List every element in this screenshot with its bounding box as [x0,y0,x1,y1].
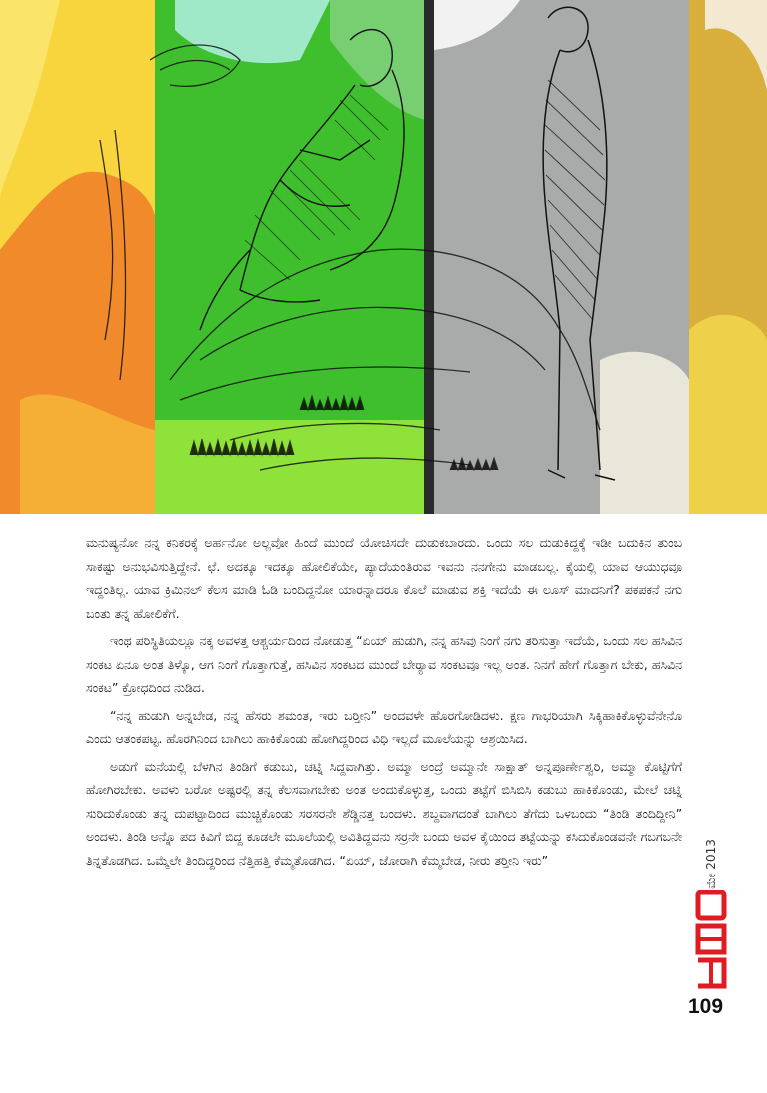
paragraph: ಮನುಷ್ಯನೋ ನನ್ನ ಕನಿಕರಕ್ಕೆ ಅರ್ಹನೋ ಅಲ್ಲವೋ ಹಿಂದೆ ಮುಂದೆ ಯೋಚಿಸದೇ ದುಡುಕಬಾರದು. ಒಂದು ಸಲ ದುಡುಕಿದ್ದಕ್ಕೆ ಇಡೀ ಬದುಕಿನ ತುಂಬ ಸಾಕಷ್ಟು ಅನುಭವಿಸುತ್ತಿದ್ದೇನೆ. ಛೆ. ಅದಕ್ಕೂ ಇದಕ್ಕೂ ಹೋಲಿಕೆಯೇ, ಪ್ಯಾದೆಯಂತಿರುವ ಇವನು ನನಗೇನು ಮಾಡಬಲ್ಲ. ಕೈಯಲ್ಲಿ ಯಾವ ಆಯುಧವೂ ಇದ್ದಂತಿಲ್ಲ. ಯಾವ ಕ್ರಿಮಿನಲ್ ಕೆಲಸ ಮಾಡಿ ಓಡಿ ಬಂದಿದ್ದನೋ ಯಾರನ್ನಾದರೂ ಕೊಲೆ ಮಾಡುವ ಶಕ್ತಿ ಇದೆಯೆ ಈ ಲೂಸ್ ಮಾದನಿಗೆ? ಪಕಪಕನೆ ನಗು ಬಂತು ತನ್ನ ಹೋಲಿಕೆಗೆ. [86,535,682,621]
paragraph: ಇಂಥ ಪರಿಸ್ಥಿತಿಯಲ್ಲೂ ನಕ್ಕ ಅವಳತ್ತ ಆಶ್ಚರ್ಯದಿಂದ ನೋಡುತ್ತ “ಏಯ್ ಹುಡುಗಿ, ನನ್ನ ಹಸಿವು ನಿಂಗೆ ನಗು ತರಿಸುತ್ತಾ ಇದೆಯೆ, ಒಂದು ಸಲ ಹಸಿವಿನ ಸಂಕಟ ಏನೂ ಅಂತ ತಿಳ್ಕೊ, ಆಗ ನಿಂಗೆ ಗೊತ್ತಾಗುತ್ತೆ, ಹಸಿವಿನ ಸಂಕಟದ ಮುಂದೆ ಬೇರ್‍ಯಾವ ಸಂಕಟವೂ ಇಲ್ಲ ಅಂತ. ನಿನಗೆ ಹೇಗೆ ಗೊತ್ತಾಗ ಬೇಕು, ಹಸಿವಿನ ಸಂಕಟ” ಕ್ರೋಧದಿಂದ ನುಡಿದ. [86,633,682,695]
article-body [86,531,682,872]
magazine-logo [694,890,728,990]
paragraph: “ನನ್ನ ಹುಡುಗಿ ಅನ್ನಬೇಡ, ನನ್ನ ಹೆಸರು ಶಮಂತ, ಇರು ಬರ್‍ತೀನಿ” ಅಂದವಳೇ ಹೊರಗೋಡಿದಳು. ಕ್ಷಣ ಗಾಭರಿಯಾಗಿ ಸಿಕ್ಕಿಹಾಕಿಕೊಳ್ಳುವೆನೇನೊ ಎಂದು ಆತಂಕಪಟ್ಟ. ಹೊರಗಿನಿಂದ ಬಾಗಿಲು ಹಾಕಿಕೊಂಡು ಹೋಗಿದ್ದರಿಂದ ವಿಧಿ ಇಲ್ಲದೆ ಮೂಲೆಯನ್ನು ಆಶ್ರಯಿಸಿದ. [86,707,682,746]
illustration [0,0,767,514]
page-number: 109 [688,995,724,1018]
issue-date: ಮೇ 2013 [704,839,718,889]
magazine-sidebar [690,795,730,1000]
paragraph: ಅಡುಗೆ ಮನೆಯಲ್ಲಿ ಬೆಳಗಿನ ತಿಂಡಿಗೆ ಕಡುಬು, ಚಟ್ನಿ ಸಿದ್ದವಾಗಿತ್ತು. ಅಮ್ಮಾ ಅಂದ್ರೆ ಅಮ್ಮಾನೇ ಸಾಕ್ಷಾತ್ ಅನ್ನಪೂರ್ಣೇಶ್ವರಿ, ಅಮ್ಮಾ ಕೊಟ್ಟಿಗೆಗೆ ಹೋಗಿರಬೇಕು. ಅವಳು ಬರೋ ಅಷ್ಟರಲ್ಲಿ ತನ್ನ ಕೆಲಸವಾಗಬೇಕು ಅಂತ ಅಂದುಕೊಳ್ಳುತ್ತ, ಒಂದು ತಟ್ಟೆಗೆ ಬಿಸಿಬಿಸಿ ಕಡುಬು ಹಾಕಿಕೊಂಡು, ಮೇಲೆ ಚಟ್ನಿ ಸುರಿದುಕೊಂಡು ತನ್ನ ದುಪಟ್ಟಾದಿಂದ ಮುಚ್ಚಿಕೊಂಡು ಸರಸರನೇ ಶೆಡ್ಡಿನತ್ತ ಬಂದಳು. ಶಬ್ದವಾಗದಂತೆ ಬಾಗಿಲು ತೆಗೆದು ಒಳಬಂದು “ತಿಂಡಿ ತಂದಿದ್ದೀನಿ” ಅಂದಳು. ತಿಂಡಿ ಅನ್ನೊ ಪದ ಕಿವಿಗೆ ಬಿದ್ದ ಕೂಡಲೇ ಮೂಲೆಯಲ್ಲಿ ಅವಿತಿದ್ದವನು ಸರ್‍ರನೇ ಬಂದು ಅವಳ ಕೈಯಿಂದ ತಟ್ಟೆಯನ್ನು ಕಸಿದುಕೊಂಡವನೇ ಗಬಗಬನೇ ತಿನ್ನತೊಡಗಿದ. ಒಮ್ಮೆಲೇ ತಿಂದಿದ್ದರಿಂದ ನೆತ್ತಿಹತ್ತಿ ಕೆಮ್ಮತೊಡಗಿದ. “ಏಯ್, ಜೋರಾಗಿ ಕೆಮ್ಮಬೇಡ, ನೀರು ತರ್‍ತೀನಿ ಇರು” [86,758,682,868]
